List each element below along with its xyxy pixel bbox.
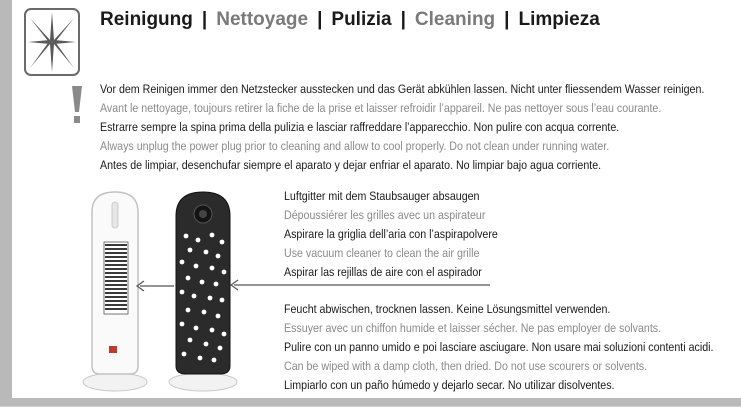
wipe-line-it: Pulire con un panno umido e poi lasciare asciugare. Non usare mai soluzioni contenti acidi. — [284, 340, 714, 354]
wipe-line-es: Limpiarlo con un paño húmedo y dejarlo secar. No utilizar disolventes. — [284, 378, 615, 392]
wipe-line-en: Can be wiped with a damp cloth, then dried. Do not use scourers or solvents. — [284, 359, 648, 373]
grille-line-fr: Dépoussiérer les grilles avec un aspirateur — [284, 208, 486, 222]
warning-line-en: Always unplug the power plug prior to cleaning and allow to cool properly. Do not clean under running water. — [100, 139, 610, 153]
warning-exclamation-icon — [70, 86, 84, 126]
left-frame-bar — [0, 0, 12, 404]
title-separator: | — [201, 9, 208, 30]
grille-line-es: Aspirar las rejillas de aire con el aspirador — [284, 265, 482, 279]
title-separator: | — [400, 9, 406, 30]
wipe-text-block — [284, 300, 713, 395]
section-title — [100, 9, 600, 31]
title-fr: Nettoyage — [216, 9, 309, 30]
grille-line-de: Luftgitter mit dem Staubsauger absaugen — [284, 189, 480, 203]
heater-black-illustration — [168, 190, 238, 396]
wipe-line-fr: Essuyer avec un chiffon humide et laisser sécher. Ne pas employer de solvants. — [284, 321, 662, 335]
title-en: Cleaning — [414, 9, 496, 30]
grille-text-block — [284, 187, 498, 282]
warning-line-de: Vor dem Reinigen immer den Netzstecker ausstecken und das Gerät abkühlen lassen. Nicht unter fliessendem Wasser reinigen. — [100, 82, 705, 96]
title-separator: | — [504, 9, 510, 30]
warning-line-it: Estrarre sempre la spina prima della pulizia e lasciar raffreddare l’apparecchio. Non pulire con acqua corrente. — [100, 120, 620, 134]
warning-line-es: Antes de limpiar, desenchufar siempre el aparato y dejar enfriar el aparato. No limpiar bajo agua corriente. — [100, 158, 602, 172]
warning-text-block — [100, 80, 704, 175]
bottom-frame-bar — [0, 398, 741, 406]
arrow-to-white-heater — [134, 280, 174, 292]
title-es: Limpieza — [518, 9, 600, 30]
title-it: Pulizia — [331, 9, 392, 30]
warning-line-fr: Avant le nettoyage, toujours retirer la fiche de la prise et laisser refroidir l’appareil. Ne pas nettoyer sous l’eau courante. — [100, 101, 662, 115]
title-separator: | — [317, 9, 323, 30]
wipe-line-de: Feucht abwischen, trocknen lassen. Keine Lösungsmittel verwenden. — [284, 302, 611, 316]
grille-line-en: Use vacuum cleaner to clean the air grille — [284, 246, 480, 260]
grille-line-it: Aspirare la griglia dell’aria con l’aspirapolvere — [284, 227, 498, 241]
title-de: Reinigung — [100, 9, 193, 30]
bottom-frame-line — [0, 406, 741, 407]
cleaning-star-icon — [24, 8, 80, 76]
